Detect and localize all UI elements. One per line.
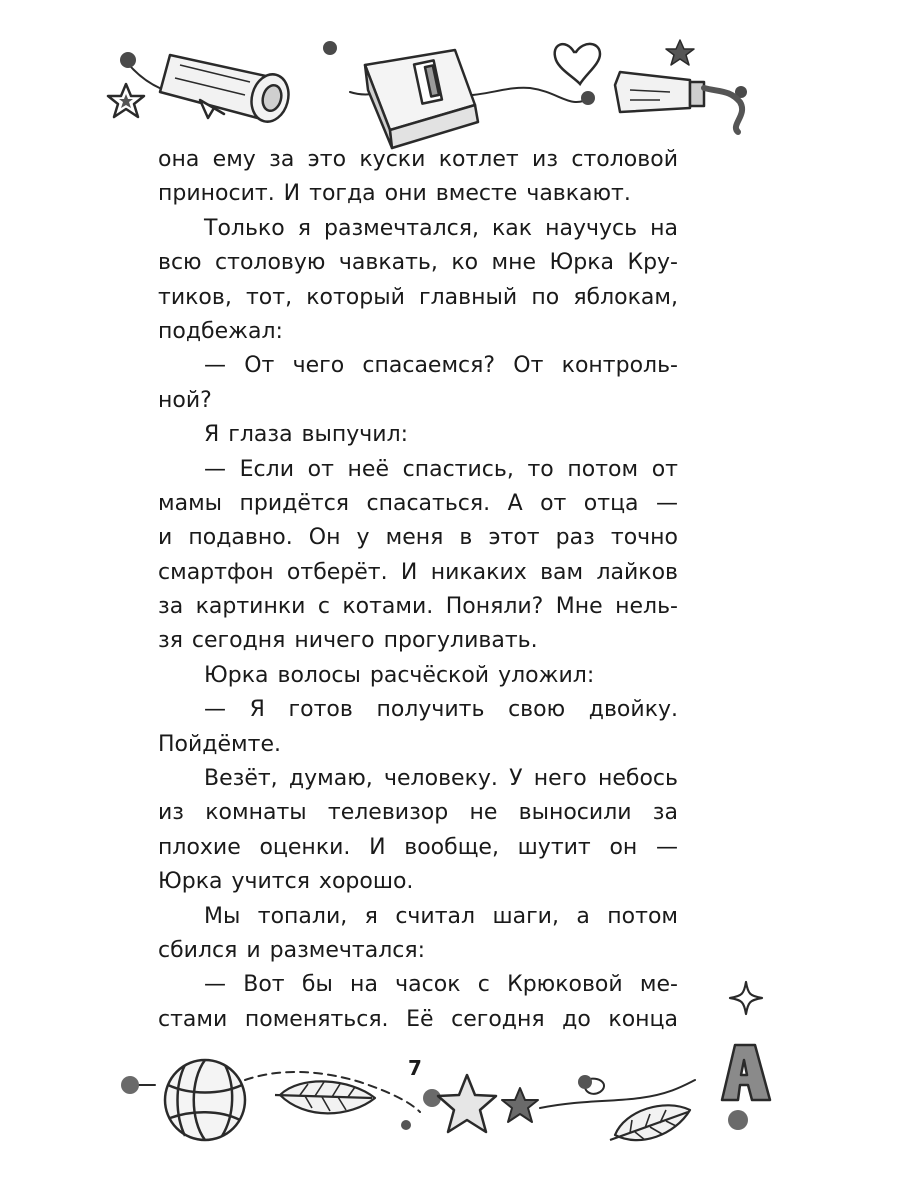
text-line: тиков, тот, который главный по яблокам, xyxy=(158,284,678,310)
star-icon xyxy=(108,84,144,117)
leaf-icon xyxy=(610,1105,690,1140)
ball-icon xyxy=(165,1060,245,1140)
text-line: Только я размечтался, как научусь на xyxy=(204,215,678,241)
text-line: она ему за это куски котлет из столовой xyxy=(158,147,678,172)
text-line: за картинки с котами. Поняли? Мне нель- xyxy=(158,594,678,620)
text-line: приносит. И тогда они вместе чавкают. xyxy=(158,181,631,207)
text-line: Мы топали, я считал шаги, а потом xyxy=(204,903,678,929)
dot-icon xyxy=(323,41,337,55)
dot-icon xyxy=(581,91,595,105)
body-text xyxy=(158,143,678,1037)
dot-icon xyxy=(121,1076,139,1094)
dot-icon xyxy=(728,1110,748,1130)
star-icon xyxy=(438,1075,496,1132)
text-line: всю столовую чавкать, ко мне Юрка Кру- xyxy=(158,250,678,276)
book-icon xyxy=(365,50,478,148)
text-line: смартфон отберёт. И никаких вам лайков xyxy=(158,559,678,585)
text-line: Юрка волосы расчёской уложил: xyxy=(204,662,595,688)
text-line: мамы придётся спасаться. А от отца — xyxy=(158,490,678,516)
dot-icon xyxy=(401,1120,411,1130)
toothpaste-icon xyxy=(615,72,742,132)
text-line: ной? xyxy=(158,387,212,413)
text-line: Везёт, думаю, человеку. У него небось xyxy=(204,766,678,792)
dot-icon xyxy=(120,52,136,68)
text-line: — Вот бы на часок с Крюковой ме- xyxy=(204,972,678,998)
star-icon xyxy=(502,1088,538,1122)
text-line: подбежал: xyxy=(158,318,283,344)
top-ornament xyxy=(100,30,790,150)
text-line: Я глаза выпучил: xyxy=(204,422,409,448)
text-line: Пойдёмте. xyxy=(158,731,281,757)
sparkle-icon xyxy=(728,980,764,1016)
dot-icon xyxy=(578,1075,592,1089)
text-line: плохие оценки. И вообще, шутит он — xyxy=(158,834,678,860)
text-line: — Если от неё спастись, то потом от xyxy=(204,456,678,482)
letter-a-icon xyxy=(722,1045,770,1100)
text-line: — От чего спасаемся? От контроль- xyxy=(204,353,678,379)
page-number: 7 xyxy=(408,1056,422,1080)
text-line: и подавно. Он у меня в этот раз точно xyxy=(158,525,678,551)
scroll-icon xyxy=(160,55,294,126)
leaf-icon xyxy=(275,1081,375,1113)
text-line: — Я готов получить свою двойку. xyxy=(204,697,678,723)
text-line: зя сегодня ничего прогуливать. xyxy=(158,628,538,654)
text-line: сбился и размечтался: xyxy=(158,937,426,963)
text-line: стами поменяться. Её сегодня до конца xyxy=(158,1006,678,1032)
text-line: из комнаты телевизор не выносили за xyxy=(158,800,678,826)
heart-icon xyxy=(555,44,600,84)
bottom-ornament xyxy=(110,1040,790,1190)
dot-icon xyxy=(423,1089,441,1107)
star-icon xyxy=(666,40,694,65)
text-line: Юрка учится хорошо. xyxy=(158,869,414,895)
